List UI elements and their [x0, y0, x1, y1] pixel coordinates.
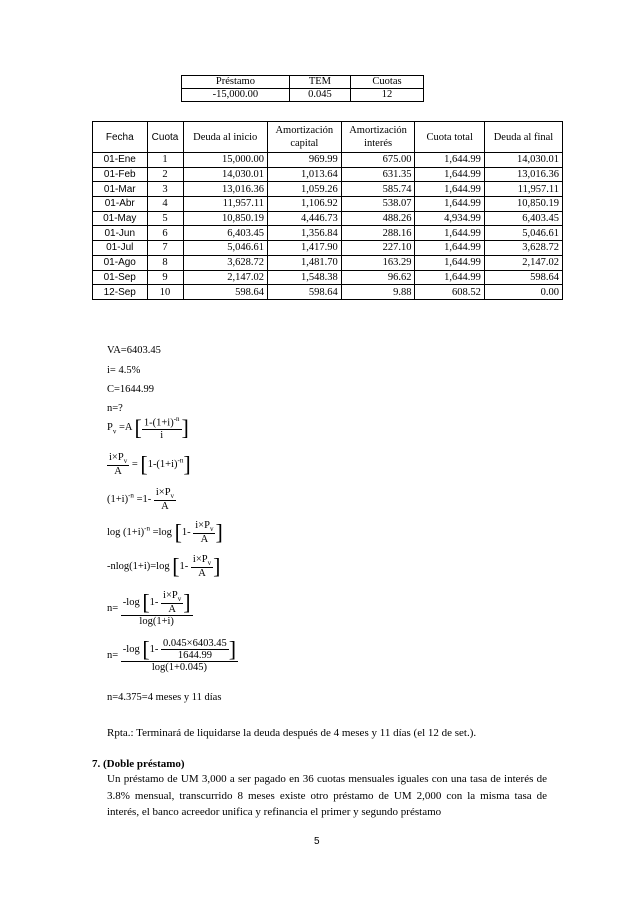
- table-cell: 1,644.99: [415, 226, 484, 241]
- loan-parameters-table: [181, 75, 424, 102]
- table-row: [93, 167, 563, 182]
- column-header: Cuota total: [415, 122, 484, 153]
- table-cell: 1,013.64: [267, 167, 341, 182]
- page-number: 5: [314, 836, 320, 847]
- table-row: [93, 285, 563, 300]
- params-header-cell: Cuotas: [351, 76, 424, 89]
- table-cell: 0.00: [484, 285, 562, 300]
- params-value-cell: 0.045: [289, 89, 350, 102]
- table-cell: 9: [147, 270, 183, 285]
- table-cell: 598.64: [183, 285, 267, 300]
- table-cell: 6,403.45: [484, 211, 562, 226]
- table-cell: 5: [147, 211, 183, 226]
- table-row: [93, 241, 563, 256]
- column-header: Fecha: [93, 122, 148, 153]
- table-cell: 6: [147, 226, 183, 241]
- table-row: [93, 197, 563, 212]
- table-cell: 4,446.73: [267, 211, 341, 226]
- table-cell: 01-Mar: [93, 182, 148, 197]
- table-cell: 01-May: [93, 211, 148, 226]
- result-n: n=4.375=4 meses y 11 días: [107, 692, 222, 703]
- params-header-row: [182, 76, 424, 89]
- table-cell: 13,016.36: [183, 182, 267, 197]
- table-cell: 1,644.99: [415, 270, 484, 285]
- given-rate: i= 4.5%: [107, 365, 141, 376]
- table-cell: 288.16: [341, 226, 415, 241]
- given-payment: C=1644.99: [107, 384, 155, 395]
- table-cell: 14,030.01: [183, 167, 267, 182]
- column-header: Deuda al inicio: [183, 122, 267, 153]
- table-cell: 6,403.45: [183, 226, 267, 241]
- column-header: Cuota: [147, 122, 183, 153]
- table-cell: 1,106.92: [267, 197, 341, 212]
- table-row: [93, 255, 563, 270]
- table-cell: 11,957.11: [484, 182, 562, 197]
- table-cell: 1,644.99: [415, 167, 484, 182]
- table-cell: 3: [147, 182, 183, 197]
- amortization-header-row: [93, 122, 563, 153]
- amortization-body: [93, 153, 563, 300]
- table-cell: 4: [147, 197, 183, 212]
- table-cell: 01-Abr: [93, 197, 148, 212]
- table-cell: 1,548.38: [267, 270, 341, 285]
- formula-present-value: $P_v =A$ [ $\frac{1-(1+i)^{-n}}{i}$ ]: [107, 414, 189, 441]
- params-header-cell: Préstamo: [182, 76, 290, 89]
- formula-step-4: -nlog(1+i)=log [1- $\frac{i\times P_v}{A}$ ]: [107, 553, 221, 580]
- table-cell: 1,644.99: [415, 255, 484, 270]
- table-cell: 675.00: [341, 153, 415, 168]
- table-cell: 01-Feb: [93, 167, 148, 182]
- table-cell: 1,059.26: [267, 182, 341, 197]
- table-row: [93, 153, 563, 168]
- table-cell: 11,957.11: [183, 197, 267, 212]
- table-cell: 1,356.84: [267, 226, 341, 241]
- params-value-row: [182, 89, 424, 102]
- table-cell: 4,934.99: [415, 211, 484, 226]
- table-cell: 488.26: [341, 211, 415, 226]
- table-cell: 1,644.99: [415, 182, 484, 197]
- table-row: [93, 226, 563, 241]
- column-header: Deuda al final: [484, 122, 562, 153]
- table-cell: 5,046.61: [484, 226, 562, 241]
- table-row: [93, 270, 563, 285]
- table-cell: 1,417.90: [267, 241, 341, 256]
- table-cell: 96.62: [341, 270, 415, 285]
- table-cell: 01-Ago: [93, 255, 148, 270]
- table-cell: 598.64: [484, 270, 562, 285]
- table-cell: 2: [147, 167, 183, 182]
- amortization-table: [92, 121, 563, 300]
- table-cell: 538.07: [341, 197, 415, 212]
- problem-text: Un préstamo de UM 3,000 a ser pagado en 36 cuotas mensuales iguales con una tasa de interés de 3.8% mensual, transcurrido 8 meses existe otro préstamo de UM 2,000 con la misma tasa de interés, el banco acreedor unifica y refinancia el primer y segundo préstamo: [107, 773, 547, 818]
- params-header-cell: TEM: [289, 76, 350, 89]
- table-cell: 2,147.02: [183, 270, 267, 285]
- table-cell: 3,628.72: [183, 255, 267, 270]
- table-cell: 8: [147, 255, 183, 270]
- table-cell: 608.52: [415, 285, 484, 300]
- formula-substitution: n= -log [1- $\frac{0.045\times 6403.45}{1644.99}$ ] log(1+0.045): [107, 636, 237, 673]
- formula-step-2: $(1+i)^{-n} =1-$ $\frac{i\times P_v}{A}$: [107, 487, 175, 513]
- params-value-cell: 12: [351, 89, 424, 102]
- table-cell: 1,644.99: [415, 153, 484, 168]
- table-cell: 10,850.19: [183, 211, 267, 226]
- table-cell: 1,644.99: [415, 241, 484, 256]
- table-cell: 5,046.61: [183, 241, 267, 256]
- table-cell: 01-Jun: [93, 226, 148, 241]
- formula-step-3: $\log (1+i)^{-n} =\log$ [1- $\frac{i\times P_v}{A}$ ]: [107, 519, 223, 546]
- table-cell: 10: [147, 285, 183, 300]
- column-header: Amortización capital: [267, 122, 341, 153]
- unknown-n: n=?: [107, 403, 123, 414]
- table-cell: 7: [147, 241, 183, 256]
- table-cell: 585.74: [341, 182, 415, 197]
- table-cell: 12-Sep: [93, 285, 148, 300]
- answer-text: Rpta.: Terminará de liquidarse la deuda después de 4 meses y 11 días (el 12 de set.).: [107, 727, 477, 739]
- params-value-cell: -15,000.00: [182, 89, 290, 102]
- formula-step-5: n= -log [1- $\frac{i\times P_v}{A}$ ] log(1+i): [107, 589, 191, 628]
- problem-title: 7. (Doble préstamo): [92, 758, 185, 770]
- table-cell: 227.10: [341, 241, 415, 256]
- column-header: Amortización interés: [341, 122, 415, 153]
- table-cell: 14,030.01: [484, 153, 562, 168]
- table-cell: 01-Jul: [93, 241, 148, 256]
- table-cell: 969.99: [267, 153, 341, 168]
- table-row: [93, 211, 563, 226]
- table-cell: 10,850.19: [484, 197, 562, 212]
- table-cell: 3,628.72: [484, 241, 562, 256]
- given-va: VA=6403.45: [107, 345, 161, 356]
- table-cell: 1: [147, 153, 183, 168]
- formula-step-1: $\frac{i\times P_v}{A}$ = $[1-(1+i)^{-n}]$: [109, 451, 191, 478]
- table-cell: 1,644.99: [415, 197, 484, 212]
- table-cell: 13,016.36: [484, 167, 562, 182]
- table-cell: 01-Ene: [93, 153, 148, 168]
- table-cell: 2,147.02: [484, 255, 562, 270]
- table-cell: 01-Sep: [93, 270, 148, 285]
- table-cell: 9.88: [341, 285, 415, 300]
- table-cell: 15,000.00: [183, 153, 267, 168]
- table-row: [93, 182, 563, 197]
- table-cell: 631.35: [341, 167, 415, 182]
- table-cell: 163.29: [341, 255, 415, 270]
- table-cell: 598.64: [267, 285, 341, 300]
- table-cell: 1,481.70: [267, 255, 341, 270]
